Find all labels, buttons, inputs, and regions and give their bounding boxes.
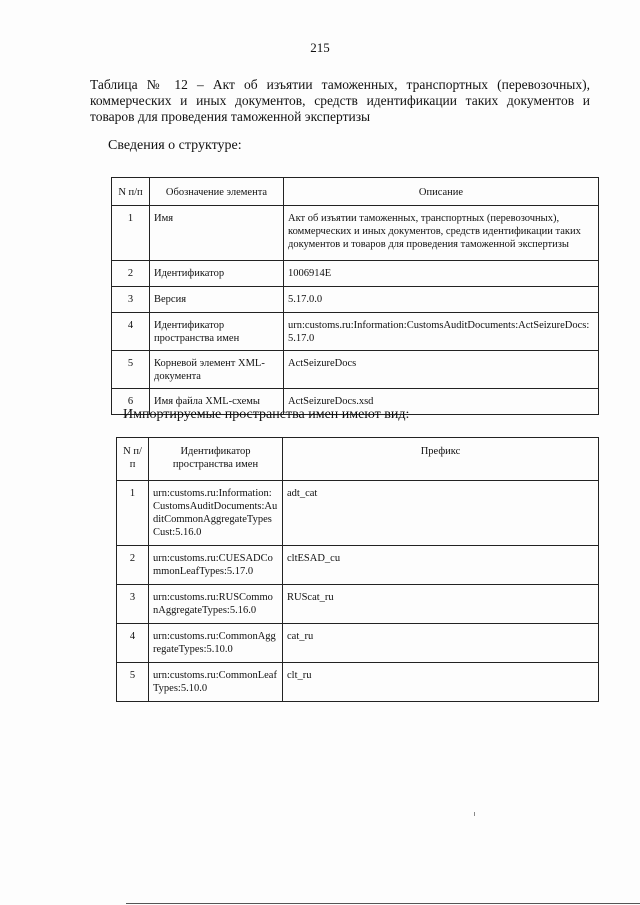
row-num: 5	[117, 663, 149, 702]
page-number: 215	[310, 40, 330, 55]
table-row	[112, 351, 599, 389]
header-prefix: Префикс	[283, 438, 599, 481]
table-row	[117, 663, 599, 702]
row-num: 3	[117, 585, 149, 624]
table-row	[117, 585, 599, 624]
row-num: 1	[117, 481, 149, 546]
row-prefix: cat_ru	[283, 624, 599, 663]
header-num: N п/п	[112, 178, 150, 206]
row-num: 4	[112, 313, 150, 351]
row-designation: Имя файла XML-схемы	[150, 389, 284, 415]
row-num: 5	[112, 351, 150, 389]
row-description: 1006914E	[284, 261, 599, 287]
table-row	[117, 481, 599, 546]
namespaces-intro: Импортируемые пространства имен имеют вид:	[123, 407, 410, 422]
table-title: Таблица № 12 – Акт об изъятии таможенных, транспортных (перевозочных), коммерческих и иных документов, средств идентификации таких документов и товаров для проведения таможенной экспертизы	[90, 77, 590, 124]
row-designation: Идентификатор	[150, 261, 284, 287]
row-num: 2	[112, 261, 150, 287]
row-designation: Корневой элемент XML-документа	[150, 351, 284, 389]
row-prefix: adt_cat	[283, 481, 599, 546]
table-row	[112, 261, 599, 287]
row-description: ActSeizureDocs.xsd	[284, 389, 599, 415]
row-identifier: urn:customs.ru:RUSCommonAggregateTypes:5.16.0	[149, 585, 283, 624]
namespaces-table	[116, 437, 599, 702]
row-designation: Идентификатор пространства имен	[150, 313, 284, 351]
table-row	[112, 313, 599, 351]
scan-mark	[474, 812, 475, 816]
row-designation: Версия	[150, 287, 284, 313]
structure-table	[111, 177, 599, 415]
row-description: ActSeizureDocs	[284, 351, 599, 389]
header-description: Описание	[284, 178, 599, 206]
row-num: 4	[117, 624, 149, 663]
page-bottom-rule	[126, 903, 640, 904]
table-row	[112, 206, 599, 261]
row-identifier: urn:customs.ru:CUESADCommonLeafTypes:5.17.0	[149, 546, 283, 585]
header-num: N п/п	[117, 438, 149, 481]
row-identifier: urn:customs.ru:Information:CustomsAuditDocuments:AuditCommonAggregateTypesCust:5.16.0	[149, 481, 283, 546]
table-row	[112, 287, 599, 313]
row-identifier: urn:customs.ru:CommonLeafTypes:5.10.0	[149, 663, 283, 702]
table-row	[117, 546, 599, 585]
row-identifier: urn:customs.ru:CommonAggregateTypes:5.10.0	[149, 624, 283, 663]
row-prefix: RUScat_ru	[283, 585, 599, 624]
structure-intro: Сведения о структуре:	[108, 138, 242, 153]
row-num: 3	[112, 287, 150, 313]
row-description: Акт об изъятии таможенных, транспортных (перевозочных), коммерческих и иных документов, средств идентификации таких документов и товаров для проведения таможенной экспертизы	[284, 206, 599, 261]
row-num: 1	[112, 206, 150, 261]
row-prefix: cltESAD_cu	[283, 546, 599, 585]
row-num: 2	[117, 546, 149, 585]
header-designation: Обозначение элемента	[150, 178, 284, 206]
row-description: 5.17.0.0	[284, 287, 599, 313]
row-num: 6	[112, 389, 150, 415]
table-row	[117, 624, 599, 663]
row-prefix: clt_ru	[283, 663, 599, 702]
namespaces-header-row	[117, 438, 599, 481]
header-identifier: Идентификатор пространства имен	[149, 438, 283, 481]
row-description: urn:customs.ru:Information:CustomsAuditDocuments:ActSeizureDocs:5.17.0	[284, 313, 599, 351]
row-designation: Имя	[150, 206, 284, 261]
structure-header-row	[112, 178, 599, 206]
